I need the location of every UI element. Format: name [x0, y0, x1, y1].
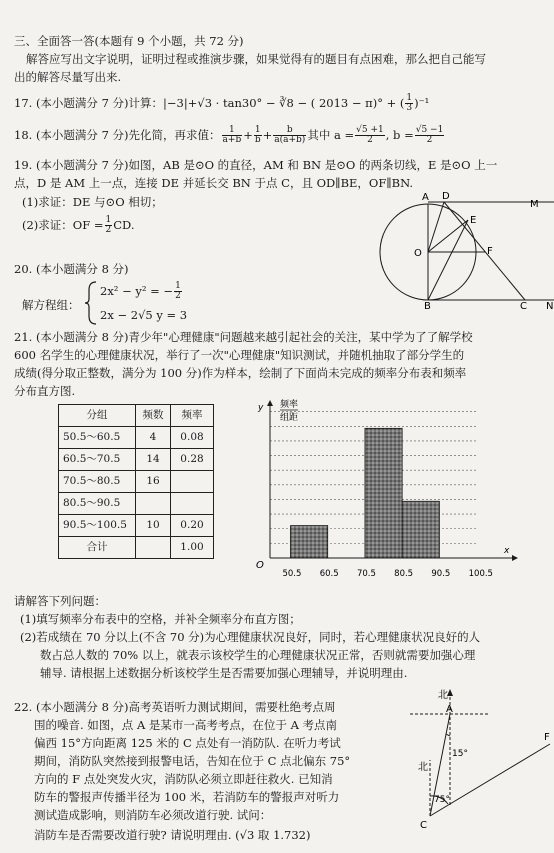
table-cell: 1.00	[171, 537, 214, 559]
label-north-a: 北	[438, 690, 448, 701]
label-m: M	[530, 199, 539, 210]
q18-frac-3	[273, 126, 306, 146]
histogram-x-ticks	[282, 569, 492, 579]
table-header-row	[59, 405, 214, 427]
q22-line1: 22. (本小题满分 8 分)高考英语听力测试期间，需要杜绝考点周	[14, 700, 336, 714]
table-cell	[136, 493, 171, 515]
q22-line7: 测试造成影响，则消防车必须改道行驶. 试问：	[34, 808, 272, 822]
frequency-table	[58, 404, 214, 559]
label-c: C	[520, 301, 527, 310]
q22-line4: 期间，消防队突然接到报警电话，告知在位于 C 点北偏东 75°	[34, 754, 351, 768]
y-label-top: 频率	[280, 400, 299, 410]
q20-eq2: 2x − 2√5 y = 3	[100, 308, 188, 322]
label-north-c: 北	[418, 762, 428, 773]
q18-a-num: √5 +1	[356, 125, 384, 135]
x-axis-label: x	[504, 546, 510, 556]
q21-q2-line2: 数占总人数的 70% 以上，就表示该校学生的心理健康状况正常，否则就需要加强心理	[40, 648, 476, 662]
line-dc	[444, 202, 525, 300]
table-cell: 10	[136, 515, 171, 537]
q21-questions-title: 请解答下列问题：	[14, 594, 106, 608]
table-cell: 0.20	[171, 515, 214, 537]
q19-part2-frac	[105, 216, 113, 236]
y-axis-arrow	[267, 400, 273, 406]
label-f: F	[487, 246, 493, 257]
q19-part1: (1)求证：DE 与⊙O 相切；	[22, 195, 163, 209]
q17-tail: )⁻¹	[414, 95, 430, 110]
table-header-cell: 频数	[136, 405, 171, 427]
q17-fraction	[405, 94, 413, 114]
q19-part2-lead: (2)求证：OF =	[22, 217, 104, 232]
table-cell: 0.08	[171, 427, 214, 449]
y-axis-label: y	[258, 403, 264, 413]
q21-line1: 21. (本小题满分 8 分)青少年"心理健康"问题越来越引起社会的关注，某中学为了了解学校	[14, 330, 473, 344]
histogram-bar	[290, 526, 327, 558]
q20-eq1-den: 2	[175, 291, 181, 302]
q22-line2: 围的噪音. 如图，点 A 是某市一高考考点，在位于 A 考点南	[34, 718, 338, 732]
q20-eq1-num: 1	[175, 281, 181, 291]
x-tick-label: 70.5	[356, 569, 376, 579]
label-angle-75: 75°	[434, 795, 450, 805]
q18-mid: 其中 a =	[307, 127, 355, 142]
label-f: F	[544, 732, 550, 743]
q18-f2-den: b	[254, 135, 261, 146]
q22-line6: 防车的警报声传播半径为 100 米，若消防车的警报声对听力	[34, 790, 340, 804]
q18-f2-num: 1	[254, 125, 261, 135]
origin-label: O	[256, 560, 264, 571]
table-cell: 50.5～60.5	[59, 427, 136, 449]
table-total-row	[59, 537, 214, 559]
q20-eq1-frac	[174, 282, 182, 302]
q20-title: 20. (本小题满分 8 分)	[14, 262, 129, 276]
q17-frac-num: 1	[406, 93, 413, 103]
x-tick-label: 100.5	[468, 569, 493, 579]
table-cell	[171, 471, 214, 493]
x-tick-label: 80.5	[394, 569, 414, 579]
q22-line5: 方向的 F 点处突发火灾，消防队必须立即赶往救火. 已知消	[34, 772, 333, 786]
y-label-bottom: 组距	[280, 413, 299, 423]
question-17	[14, 94, 429, 114]
section-intro-line2: 出的解答尽量写出来.	[14, 70, 122, 84]
q18-f1-num: 1	[222, 126, 243, 136]
x-axis-arrow	[512, 555, 518, 561]
table-header-cell: 分组	[59, 405, 136, 427]
q20-lead: 解方程组：	[22, 298, 80, 312]
q21-line2: 600 名学生的心理健康状况，举行了一次"心理健康"知识测试，并随机抽取了部分学生的	[14, 348, 465, 362]
q18-plus-2: +	[262, 127, 273, 142]
q20-brace	[84, 280, 98, 326]
q18-f3-den: a(a+b)	[274, 135, 306, 146]
table-cell: 80.5～90.5	[59, 493, 136, 515]
q20-eq1-lead: 2x² − y² = −	[100, 283, 174, 298]
q19-part2-tail: CD.	[113, 217, 135, 232]
q19-line2: 点，D 是 AM 上一点，连接 DE 并延长交 BN 于点 C，且 OD∥BE，OF∥BN.	[14, 176, 414, 190]
table-cell: 14	[136, 449, 171, 471]
table-cell: 16	[136, 471, 171, 493]
q21-q2-line3: 辅导. 请根据上述数据分析该校学生是否需要加强心理辅导，并说明理由.	[40, 666, 408, 680]
table-cell	[136, 537, 171, 559]
q18-b-num: √5 −1	[415, 125, 444, 135]
q18-frac-1	[222, 126, 243, 146]
q18-frac-a	[355, 126, 385, 146]
q18-f3-num: b	[273, 126, 306, 136]
table-cell: 70.5～80.5	[59, 471, 136, 493]
x-tick-label: 90.5	[431, 569, 451, 579]
label-o: O	[414, 248, 422, 259]
table-row	[59, 493, 214, 515]
q22-figure	[400, 686, 554, 846]
q18-lead: 18. (本小题满分 7 分)先化简，再求值：	[14, 127, 221, 142]
label-b: B	[424, 301, 431, 310]
q21-line3: 成绩(得分取正整数，满分为 100 分)作为样本，绘制了下面尚未完成的频率分布表和频率	[14, 366, 467, 380]
x-tick-label: 50.5	[282, 569, 302, 579]
table-row	[59, 427, 214, 449]
question-18	[14, 126, 445, 146]
histogram-bar	[365, 428, 402, 558]
x-tick-label: 60.5	[319, 569, 339, 579]
q18-plus-1: +	[243, 127, 253, 142]
q18-frac-2	[254, 126, 262, 146]
label-angle-15: 15°	[452, 749, 468, 759]
q20-eq1	[100, 282, 183, 302]
table-cell: 合计	[59, 537, 136, 559]
q19-part2-num: 1	[105, 215, 112, 225]
table-cell: 60.5～70.5	[59, 449, 136, 471]
table-row	[59, 471, 214, 493]
table-row	[59, 515, 214, 537]
label-d: D	[442, 191, 450, 202]
q19-part2-den: 2	[105, 225, 112, 236]
q18-b-den: 2	[426, 135, 433, 146]
table-row	[59, 449, 214, 471]
table-cell: 90.5～100.5	[59, 515, 136, 537]
q21-q1: (1)填写频率分布表中的空格，并补全频率分布直方图；	[20, 612, 301, 626]
q21-q2-line1: (2)若成绩在 70 分以上(不含 70 分)为心理健康状况良好，同时，若心理健康状况良好的人	[20, 630, 481, 644]
q19-figure	[370, 190, 554, 310]
q19-line1: 19. (本小题满分 7 分)如图，AB 是⊙O 的直径，AM 和 BN 是⊙O 的两条切线，E 是⊙O 上一	[14, 158, 498, 172]
section-intro-line1: 解答应写出文字说明，证明过程或推演步骤，如果觉得有的题目有点困难，那么把自己能写	[26, 52, 486, 66]
angle-arc-15	[446, 734, 450, 736]
q17-text: 17. (本小题满分 7 分)计算：|−3|+√3 · tan30° − ∛8 − ( 2013 − π)° + (	[14, 95, 405, 110]
q18-a-den: 2	[367, 135, 373, 146]
q17-frac-den: 3	[406, 103, 413, 114]
q22-line3: 偏西 15°方向距离 125 米的 C 点处有一消防队. 在听力考试	[34, 736, 341, 750]
section-heading: 三、全面答一答(本题有 9 个小题，共 72 分)	[14, 34, 244, 48]
label-e: E	[470, 215, 477, 226]
line-cf	[430, 744, 550, 816]
histogram-bar	[402, 501, 439, 558]
label-c: C	[420, 820, 427, 831]
line-oe	[428, 220, 468, 252]
table-header-cell: 频率	[171, 405, 214, 427]
q18-f1-den: a+b	[222, 135, 242, 146]
q22-line8: 消防车是否需要改道行驶? 请说明理由. (√3 取 1.732)	[34, 828, 311, 842]
q18-frac-b	[415, 126, 445, 146]
table-cell: 4	[136, 427, 171, 449]
histogram-bars	[290, 428, 439, 558]
q18-bsep: , b =	[385, 127, 414, 142]
line-od	[428, 202, 444, 252]
q19-part2	[22, 216, 135, 236]
frequency-histogram	[250, 396, 530, 586]
label-n: N	[546, 301, 554, 310]
q21-line4: 分布直方图.	[14, 384, 76, 398]
label-a: A	[446, 704, 453, 715]
label-a: A	[422, 192, 429, 203]
table-cell	[171, 493, 214, 515]
table-cell: 0.28	[171, 449, 214, 471]
